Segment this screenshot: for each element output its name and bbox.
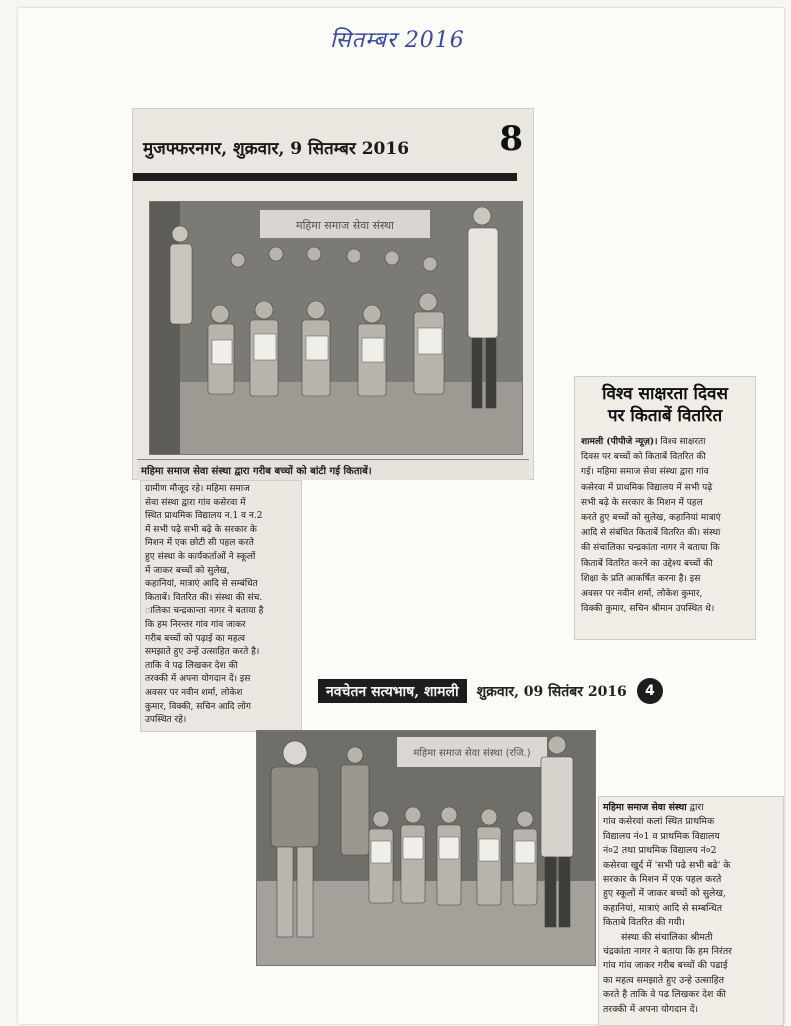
article-line: विक्की कुमार, सचिन श्रीमान उपस्थित थे। (581, 604, 715, 615)
article-line: करते हुए बच्चों को सुलेख, कहानियां मात्राएं (581, 513, 721, 524)
news-photo-2 (256, 730, 596, 966)
article-line: सभी बढ़े के सरकार के मिशन में पहल (581, 497, 703, 508)
column-line: गरीब बच्चों को पढ़ाई का महत्व (145, 633, 246, 644)
column-line: समझाते हुए उन्हें उत्साहित करते है। (145, 647, 260, 658)
article-line: संस्था की संचालिका श्रीमती (621, 931, 713, 943)
news-photo (149, 201, 523, 455)
article-line: महिमा समाज सेवा संस्था द्वारा (603, 802, 704, 813)
clipping-navchetan-text (598, 796, 784, 1026)
column-line: मिशन में एक छोटी सी पहल करते (145, 538, 254, 549)
article-line: करते है ताकि वे पढ लिखकर देश की (603, 989, 726, 1001)
article-line: कसेरवा खुर्द में 'सभी पढे सभी बढे' के (603, 859, 731, 871)
article-line: आदि से संबंधित किताबें वितरित की। संस्था (581, 528, 721, 539)
masthead (143, 119, 523, 159)
photo-banner-text: महिमा समाज सेवा संस्था (296, 219, 394, 232)
photo-distribution-event (257, 731, 595, 965)
article-line: किताबें वितरित करने का उद्देश्य बच्चों की (581, 558, 713, 569)
masthead-date: शुक्रवार, 09 सितंबर 2016 (476, 683, 627, 700)
column-line: तरक्की में अपना योगदान दें। इस (145, 674, 251, 685)
column-line: कि हम निरन्तर गांव गांव जाकर (145, 619, 246, 630)
article-line: तरक्की में अपना योगदान दें। (603, 1003, 699, 1015)
column-line: अवसर पर नवीन शर्मा, लोकेश (145, 687, 243, 698)
masthead-city-date: मुजफ्फरनगर, शुक्रवार, 9 सितम्बर 2016 (143, 139, 410, 159)
headline-line: पर किताबें वितरित (607, 406, 723, 426)
page-number-badge: 4 (637, 678, 663, 704)
clipping-literacy-day (574, 376, 756, 640)
navchetan-body (603, 801, 779, 1017)
column-line: में सभी पढ़े सभी बढ़े के सरकार के (145, 524, 257, 535)
column-line: ताकि वे पढ़ लिखकर देश की (145, 660, 238, 671)
column-line: किताबें। वितरित की। संस्था की संच. (145, 592, 263, 603)
column-line: ालिका चन्द्रकान्ता नागर ने बताया है (145, 606, 264, 617)
photo2-banner-text: महिमा समाज सेवा संस्था (रजि.) (413, 748, 531, 759)
article-line: की संचालिका चन्द्रकांता नागर ने बताया कि (581, 543, 720, 554)
article-headline (575, 383, 755, 427)
column-line: स्थित प्राथमिक विद्यालय न.1 व न.2 (145, 511, 263, 522)
article-line: कसेरवा में प्राथमिक विद्यालय में सभी पढ़े (581, 482, 713, 493)
column-line: उपस्थित रहे। (145, 715, 187, 726)
dateline: शामली (पीपीजे न्यूज़)। (581, 437, 658, 447)
clipping-muzaffarnagar (132, 108, 534, 480)
article-body (581, 435, 749, 617)
column-line: में जाकर बच्चों को सुलेख, (145, 565, 230, 576)
column-line: हुए संस्था के कार्यकर्ताओं ने स्कूलों (145, 551, 256, 562)
lead-text: महिमा समाज सेवा संस्था (603, 802, 687, 813)
column-line: ग्रामीण मौजूद रहे। महिमा समाज (145, 484, 250, 494)
article-line: नं०2 तथा प्राथमिक विद्यालय नं०2 (603, 845, 717, 857)
column-text (145, 483, 295, 728)
photo-caption: महिमा समाज सेवा संस्था द्वारा गरीब बच्चों को बांटी गई किताबें। (137, 459, 529, 480)
masthead-navchetan (318, 674, 750, 708)
newspaper-name: नवचेतन सत्यभाष, शामली (318, 679, 467, 703)
article-line: गांव गांव जाकर गरीब बच्चों की पढाई (603, 960, 728, 972)
clipping-column (140, 480, 302, 732)
article-line: गांव कसेरवां कलां स्थित प्राथमिक (603, 816, 715, 828)
article-line: शामली (पीपीजे न्यूज़)। विश्व साक्षरता (581, 437, 706, 447)
column-line: कुमार, विक्की, सचिन आदि लोग (145, 701, 251, 712)
article-line: विद्यालय नं०1 व प्राथमिक विद्यालय (603, 830, 720, 842)
headline-line: विश्व साक्षरता दिवस (602, 384, 728, 404)
article-line: का महत्व समझाते हुए उन्हे उत्साहित (603, 974, 725, 986)
article-line: शिक्षा के प्रति आकर्षित करना है। इस (581, 573, 701, 584)
handwritten-date: सितम्बर 2016 (330, 28, 465, 53)
article-line: हुए स्कूलों में जाकर बच्चों को सुलेख, (603, 888, 726, 900)
article-line: चंद्रकांता नागर ने बताया कि हम निरंतर (603, 946, 732, 958)
article-line: दिवस पर बच्चों को किताबें वितरित की (581, 452, 706, 463)
article-line: अवसर पर नवीन शर्मा, लोकेश कुमार, (581, 589, 703, 600)
masthead-rule (133, 173, 517, 181)
article-line: गई। महिमा समाज सेवा संस्था द्वारा गांव (581, 467, 709, 478)
photo-children-with-books (150, 202, 522, 454)
article-line: सरकार के मिशन में एक पहल करते (603, 874, 722, 886)
article-line: कहानियां, मात्राएं आदि से सम्बन्धित (603, 902, 723, 914)
column-line: सेवा संस्था द्वारा गांव कसेरवा में (145, 497, 246, 508)
column-line: कहानियां, मात्राएं आदि से सम्बंधित (145, 579, 258, 590)
page-number: 8 (499, 119, 523, 159)
article-line: किताबे वितरित की गयी। (603, 917, 685, 929)
